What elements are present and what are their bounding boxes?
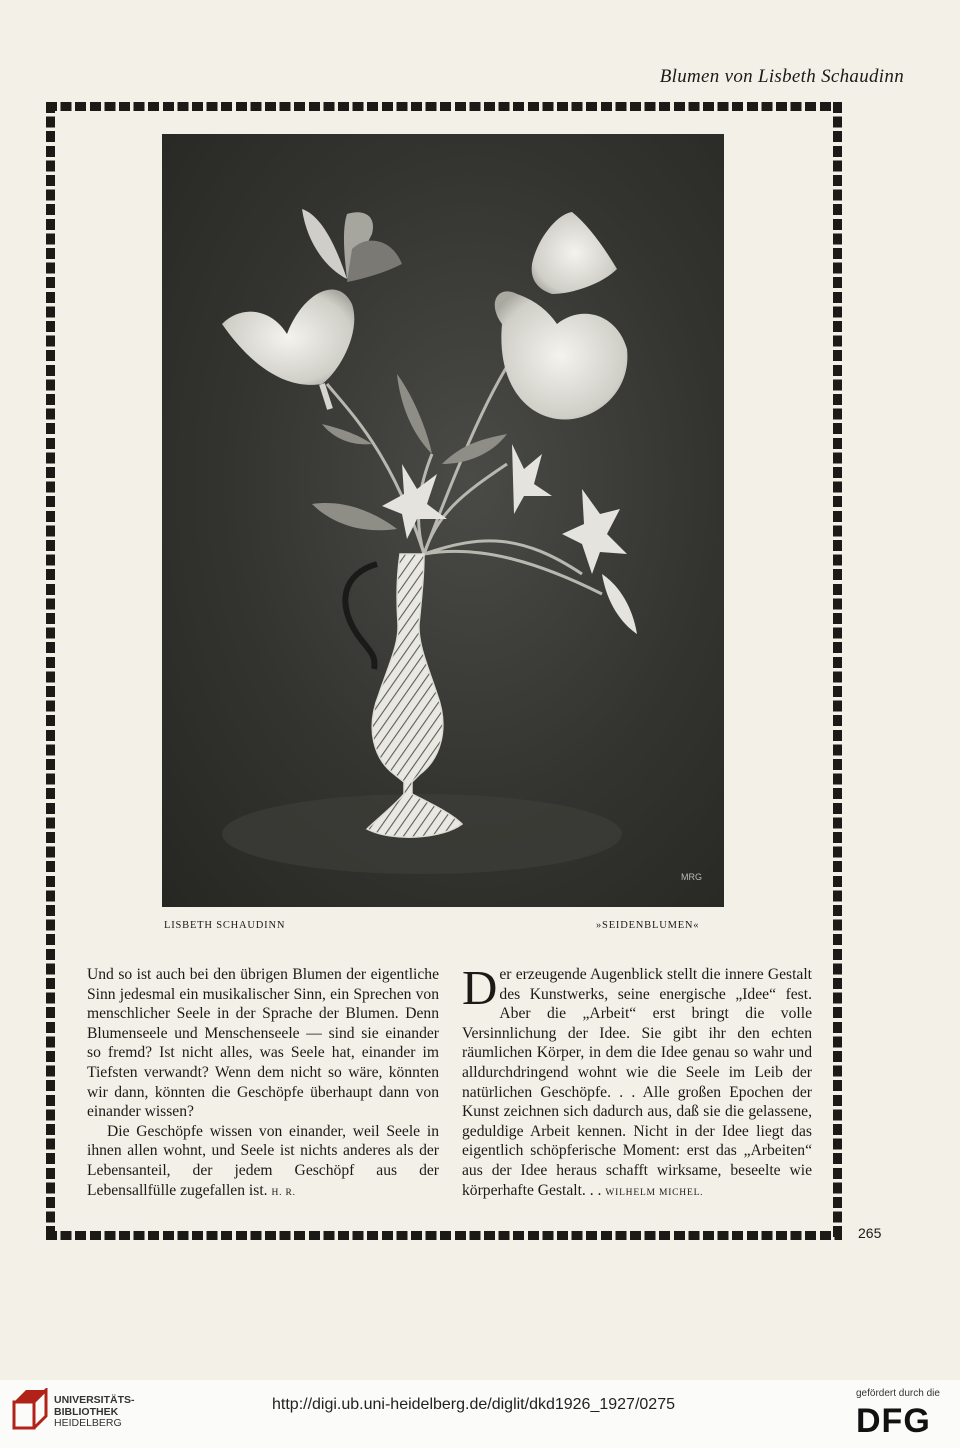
caption-title: »SEIDENBLUMEN«	[596, 920, 700, 931]
page-number: 265	[858, 1225, 882, 1241]
right-paragraph	[462, 960, 812, 1203]
vase-handle	[345, 564, 377, 669]
caption-artist: LISBETH SCHAUDINN	[164, 920, 286, 931]
left-signature: H. R.	[271, 1187, 296, 1198]
left-paragraph-1: Und so ist auch bei den übrigen Blumen der eigentliche Sinn jedesmal ein musikalischer Sinn, ein Sprechen von menschlicher Seele in der Sprache der Blumen. Denn Blumenseele und Menschenseele — sind sie einander so fremd? Ist nicht alles, was Seele hat, einander im Tiefsten verwandt? Wenn dem nicht so wäre, könnten wir dann, könnten die Geschöpfe überhaupt dann von einander wissen?	[87, 966, 439, 1121]
library-line-2: BIBLIOTHEK	[54, 1405, 119, 1418]
left-paragraph-2	[87, 1122, 439, 1203]
flower-right	[495, 212, 628, 420]
right-paragraph-text: er erzeugende Augenblick stellt die innere Gestalt des Kunstwerks, seine energische „Idee“ fest. Aber die „Arbeit“ erst bringt die volle Versinnlichung der Idee. Sie gibt ihr den echten räumlichen Körper, in dem die Idee genau so wahr und alldurchdringend wohnt wie die Seele im Leib der natürlichen Geschöpfe. . . Alle großen Epochen der Kunst zeichnen sich dadurch aus, daß sie die gelassene, geduldige Arbeit kennen. Nicht in der Idee liegt das eigentlich schöpferische Moment: erst das „Arbeiten“ aus der Idee heraus schafft wirksame, beseelte wie körperhafte Gestalt. . .	[462, 966, 812, 1199]
university-library-name	[54, 1395, 135, 1430]
dfg-logo: DFG	[856, 1402, 931, 1440]
frame-border-right	[833, 102, 842, 1240]
drop-cap: D	[462, 960, 498, 1015]
university-library-logo-icon	[12, 1388, 48, 1430]
source-url-link[interactable]: http://digi.ub.uni-heidelberg.de/diglit/dkd1926_1927/0275	[272, 1396, 675, 1413]
photo-monogram: MRG	[681, 872, 702, 882]
running-title: Blumen von Lisbeth Schaudinn	[659, 66, 904, 87]
frame-border-top	[46, 102, 842, 111]
frame-border-left	[46, 102, 55, 1240]
right-signature: WILHELM MICHEL.	[605, 1187, 704, 1198]
butterfly	[302, 209, 402, 282]
footer-bar	[0, 1380, 960, 1448]
library-line-3: HEIDELBERG	[54, 1417, 122, 1429]
library-line-1: UNIVERSITÄTS-	[54, 1394, 135, 1406]
frame-border-bottom	[46, 1231, 842, 1240]
funded-by-label: gefördert durch die	[856, 1388, 940, 1399]
flower-photograph	[162, 134, 724, 907]
left-text-column	[87, 965, 439, 1203]
left-paragraph-2-text: Die Geschöpfe wissen von einander, weil Seele in ihnen allen wohnt, und Seele ist nichts anderes als der Lebensanteil, der jedem Geschöpf aus der Lebensallfülle zugefallen ist.	[87, 1122, 439, 1199]
right-text-column	[462, 960, 812, 1203]
